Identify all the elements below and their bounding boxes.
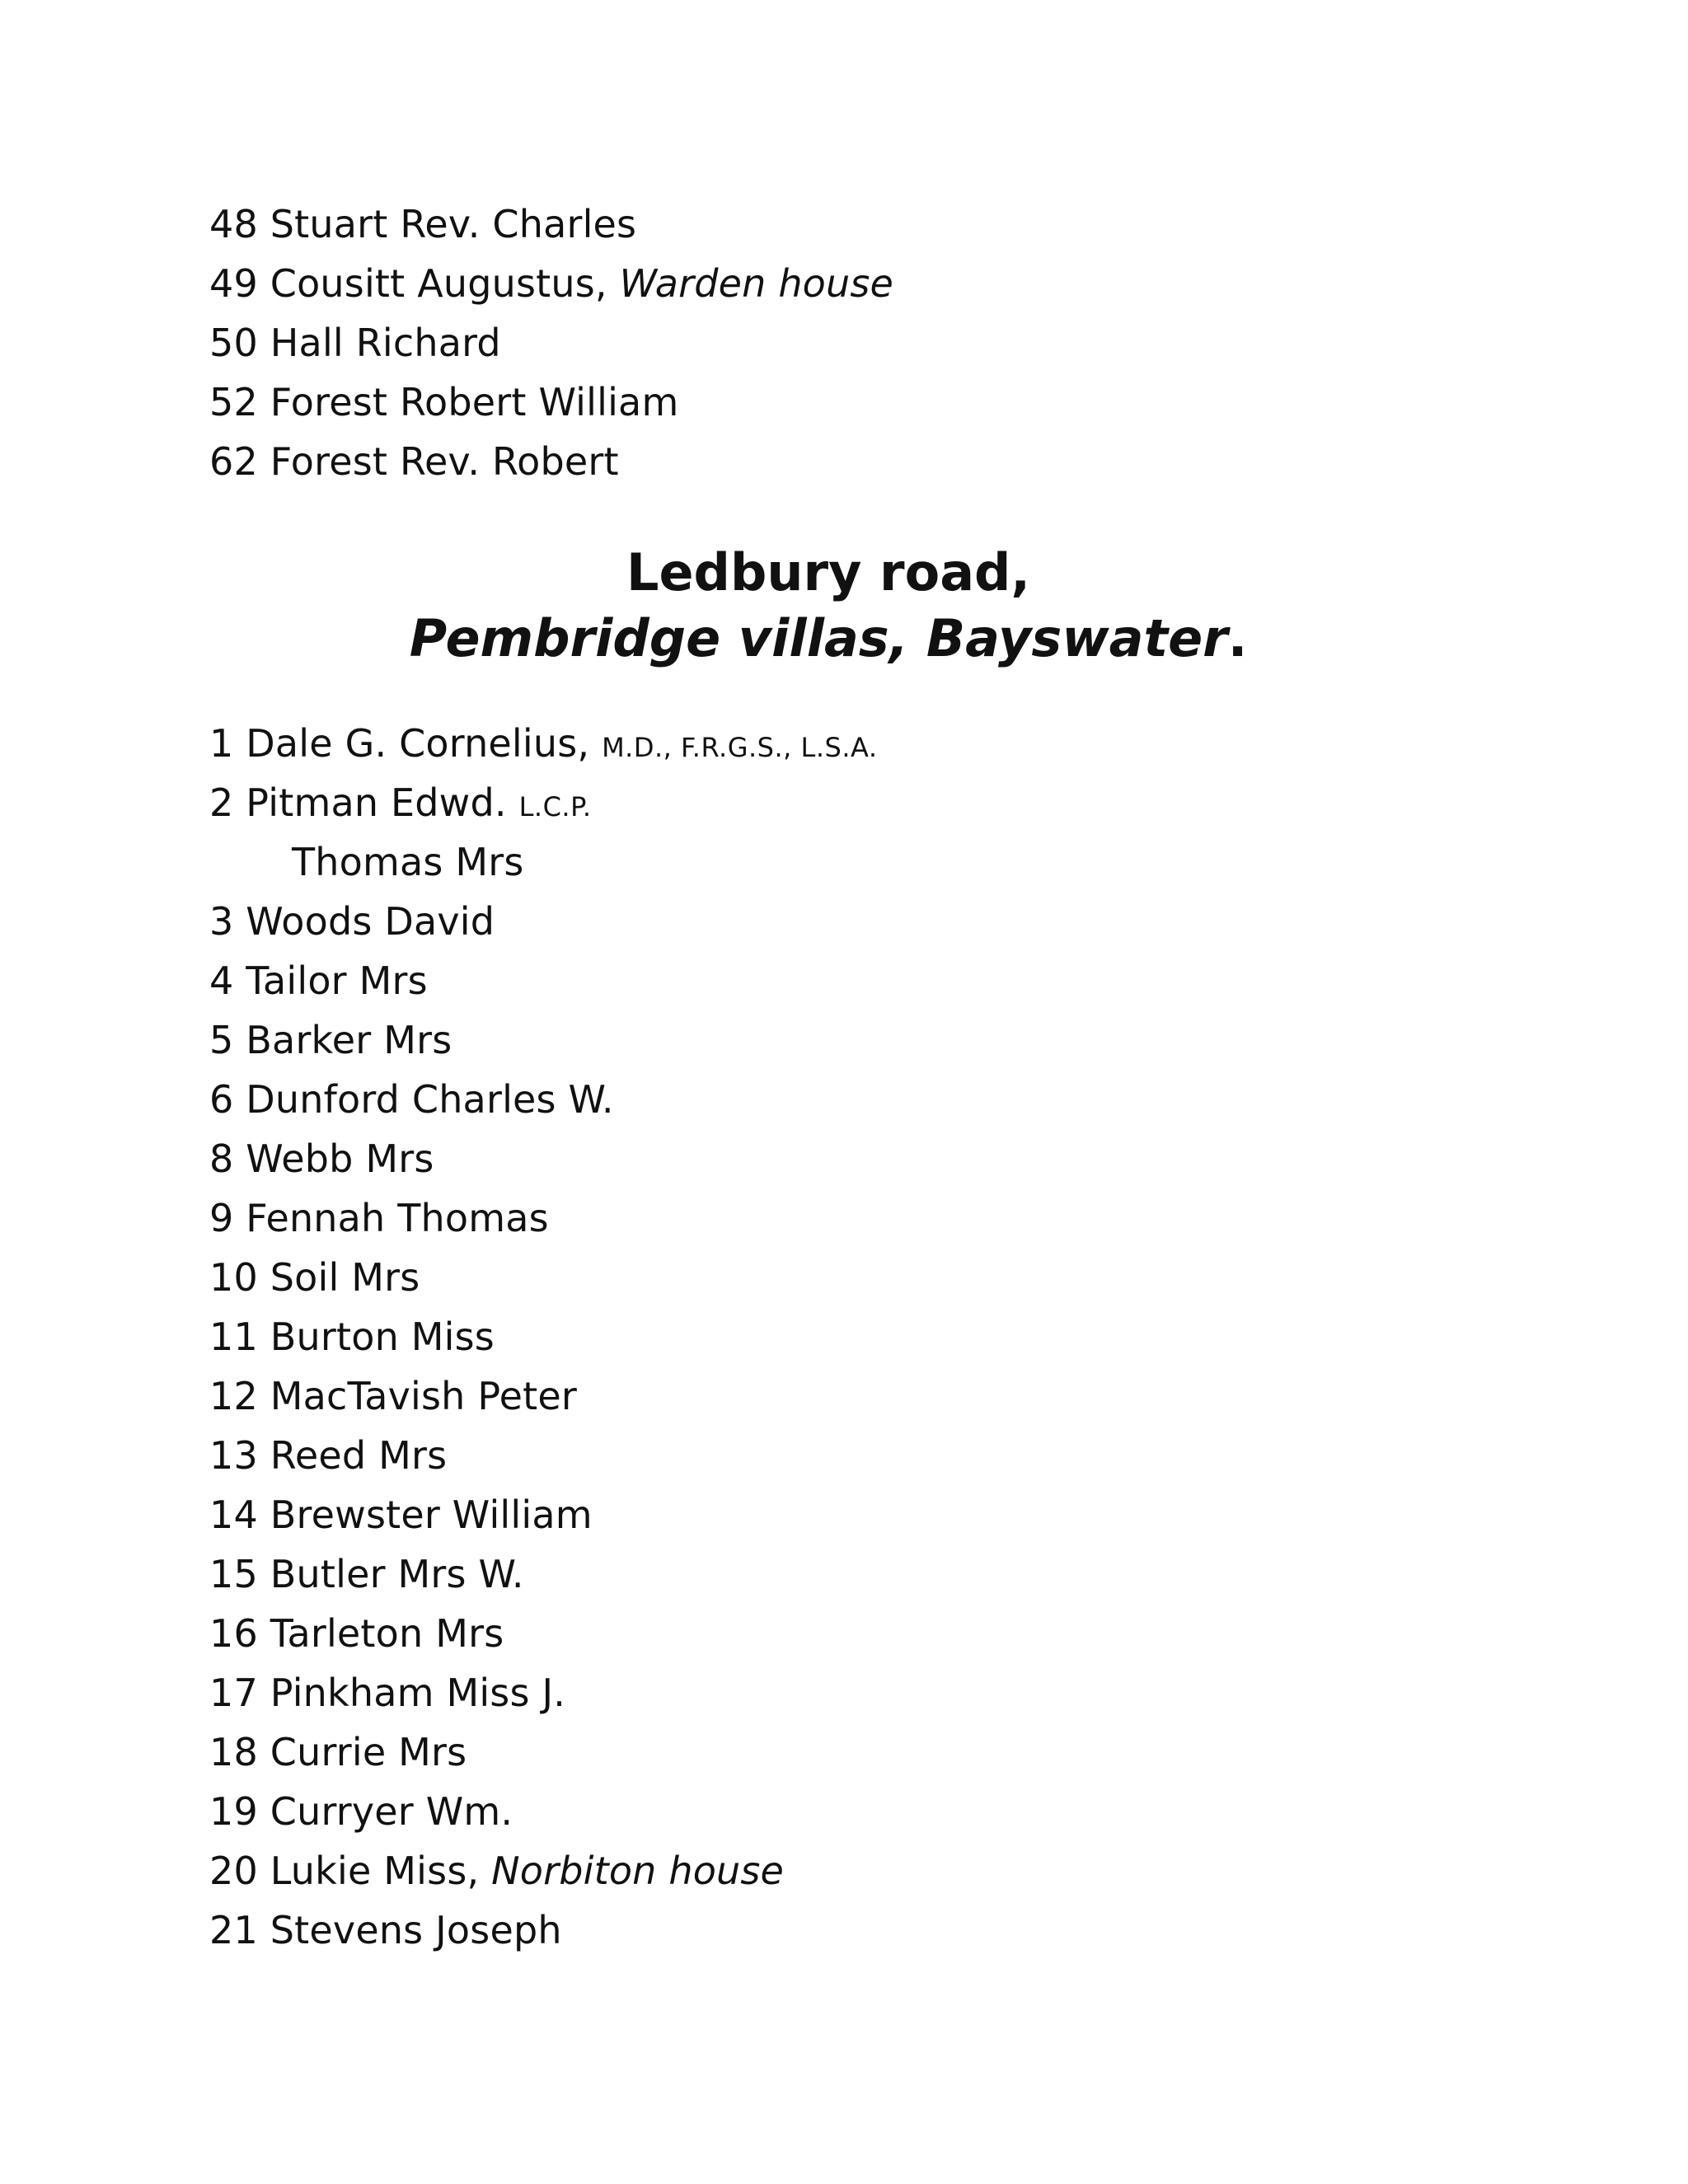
directory-entry: 13 Reed Mrs: [209, 1433, 448, 1478]
street-name: Ledbury road,: [626, 542, 1030, 602]
directory-entry: 18 Currie Mrs: [209, 1730, 467, 1774]
directory-entry: 2 Pitman Edwd. L.C.P.: [209, 780, 592, 825]
directory-entry: 6 Dunford Charles W.: [209, 1077, 614, 1122]
qualifications: L.C.P.: [518, 791, 592, 823]
directory-entry: 8 Webb Mrs: [209, 1137, 434, 1181]
directory-entry: 11 Burton Miss: [209, 1315, 495, 1359]
directory-entry: 20 Lukie Miss, Norbiton house: [209, 1849, 785, 1893]
directory-entry: 14 Brewster William: [209, 1493, 593, 1537]
ledbury-road-entries-list: [209, 714, 877, 1960]
directory-entry: 19 Curryer Wm.: [209, 1789, 513, 1834]
directory-entry: 21 Stevens Joseph: [209, 1908, 562, 1952]
directory-entry: 9 Fennah Thomas: [209, 1196, 549, 1240]
house-name: Norbiton house: [491, 1849, 785, 1893]
directory-entry: 15 Butler Mrs W.: [209, 1552, 524, 1596]
directory-entry: 5 Barker Mrs: [209, 1018, 452, 1062]
directory-entry: 10 Soil Mrs: [209, 1255, 420, 1300]
directory-entry: 3 Woods David: [209, 899, 495, 944]
house-name: Warden house: [619, 261, 894, 306]
directory-entry: 50 Hall Richard: [209, 321, 501, 365]
directory-entry: 17 Pinkham Miss J.: [209, 1671, 566, 1715]
directory-entry: 49 Cousitt Augustus, Warden house: [209, 261, 894, 306]
directory-entry: 12 MacTavish Peter: [209, 1374, 578, 1418]
directory-entry: 16 Tarleton Mrs: [209, 1611, 504, 1656]
directory-entry: 62 Forest Rev. Robert: [209, 439, 619, 484]
directory-entry: 1 Dale G. Cornelius, M.D., F.R.G.S., L.S.A.: [209, 721, 878, 766]
directory-entry: 52 Forest Robert William: [209, 380, 679, 424]
street-heading: [0, 540, 1657, 672]
continued-entries-list: [209, 194, 893, 491]
qualifications: M.D., F.R.G.S., L.S.A.: [602, 732, 878, 763]
directory-entry: 4 Tailor Mrs: [209, 958, 428, 1003]
directory-entry: 48 Stuart Rev. Charles: [209, 202, 637, 246]
street-location: Pembridge villas, Bayswater.: [409, 608, 1248, 668]
directory-entry: Thomas Mrs: [292, 840, 524, 884]
